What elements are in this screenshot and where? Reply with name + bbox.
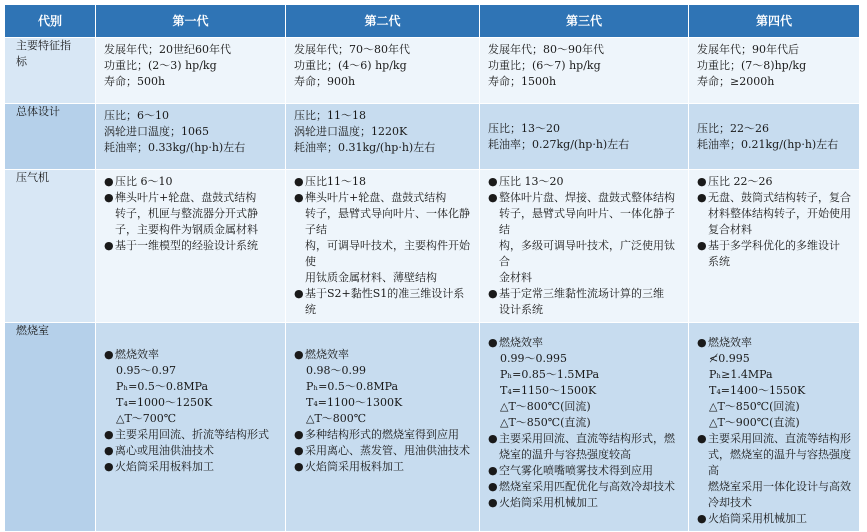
row-overall-design (5, 104, 860, 170)
cell-design-gen3: 压比；13～20 耗油率；0.27kg/(hp·h)左右 (480, 104, 689, 170)
list-item: ●燃烧效率 (697, 336, 752, 349)
list-item: ●基于一维模型的经验设计系统 (104, 239, 258, 252)
cell-design-gen1: 压比；6～10 涡轮进口温度；1065 耗油率；0.33kg/(hp·h)左右 (96, 104, 286, 170)
cell-design-gen4: 压比；22～26 耗油率；0.21kg/(hp·h)左右 (689, 104, 860, 170)
list-item: ●基于多学科优化的多维设计 系统 (697, 239, 840, 268)
cell-compressor-gen1 (96, 170, 286, 323)
list-item: ●榫头叶片+轮盘、盘鼓式结构 转子，机匣与整流器分开式静 子，主要构件为钢质金属材料 (104, 191, 258, 236)
list-item: 冷却技术 (708, 496, 752, 509)
list-item: ●主要采用回流、直流等结构形 式，燃烧室的温升与容热强度高 (697, 432, 851, 477)
cell-features-gen3: 发展年代；80～90年代 功重比；(6～7) hp/kg 寿命；1500h (480, 38, 689, 104)
list-item: ●燃烧效率 (104, 348, 159, 361)
header-row (5, 5, 860, 38)
list-item: ●主要采用回流、折流等结构形式 (104, 428, 269, 441)
cell-features-gen4: 发展年代；90年代后 功重比；(7～8)hp/kg 寿命；≥2000h (689, 38, 860, 104)
list-item: ●火焰筒采用板料加工 (294, 460, 404, 473)
row-compressor (5, 170, 860, 323)
list-item: ●压比 13～20 (488, 175, 564, 188)
list-item: 燃烧室采用一体化设计与高效 (708, 480, 851, 493)
header-category: 代别 (5, 5, 96, 38)
cell-features-gen1: 发展年代；20世纪60年代 功重比；(2～3) hp/kg 寿命；500h (96, 38, 286, 104)
row-label-text: 主要特征指标 (16, 39, 71, 68)
header-gen2: 第二代 (286, 5, 480, 38)
row-label-combustor: 燃烧室 (5, 323, 96, 532)
header-gen1: 第一代 (96, 5, 286, 38)
row-label-main-features (5, 38, 96, 104)
cell-combustor-gen4: ●燃烧效率 ≮0.995 Pₕ≥1.4MPa T₄=1400～1550K △T～850℃(回流) △T～900℃(直流) ●主要采用回流、直流等结构形 式，燃烧室的温升与容热强度高 燃烧室采用一体化设计与高效 冷却技术 ●火焰筒采用机械加工 (689, 323, 860, 532)
list-item: ●压比 6～10 (104, 175, 173, 188)
row-label-overall-design: 总体设计 (5, 104, 96, 170)
cell-combustor-gen3: ●燃烧效率 0.99～0.995 Pₕ=0.85～1.5MPa T₄=1150～1500K △T～800℃(回流) △T～850℃(直流) ●主要采用回流、直流等结构形式，燃 烧室的温升与容热强度较高 ●空气雾化喷嘴喷雾技术得到应用 ●燃烧室采用匹配优化与高效冷却技术 ●火焰筒采用机械加工 (480, 323, 689, 532)
list-item: ●压比11～18 (294, 175, 366, 188)
list-item: ●无盘、鼓筒式结构转子，复合 材料整体结构转子，开始使用 复合材料 (697, 191, 851, 236)
row-combustor (5, 323, 860, 532)
list-item: ●空气雾化喷嘴喷雾技术得到应用 (488, 464, 653, 477)
cell-design-gen2: 压比；11～18 涡轮进口温度；1220K 耗油率；0.31kg/(hp·h)左右 (286, 104, 480, 170)
list-item: ●多种结构形式的燃烧室得到应用 (294, 428, 459, 441)
list-item: ●火焰筒采用机械加工 (697, 512, 807, 525)
generation-comparison-table (4, 4, 860, 532)
list-item: ●榫头叶片+轮盘、盘鼓式结构 转子，悬臂式导向叶片、一体化静子结 构，可调导叶技术，主要构件开始使 用钛质金属材料、薄壁结构 (294, 191, 470, 284)
header-gen3: 第三代 (480, 5, 689, 38)
cell-combustor-gen2: ●燃烧效率 0.98～0.99 Pₕ=0.5～0.8MPa T₄=1100～1300K △T～800℃ ●多种结构形式的燃烧室得到应用 ●采用离心、蒸发管、甩油供油技术 ●火焰筒采用板料加工 (286, 323, 480, 532)
list-item: ●主要采用回流、直流等结构形式，燃 烧室的温升与容热强度较高 (488, 432, 675, 461)
row-main-features (5, 38, 860, 104)
list-item: ●基于定常三维黏性流场计算的三维 设计系统 (488, 287, 664, 316)
list-item: ●燃烧效率 (294, 348, 349, 361)
cell-compressor-gen3 (480, 170, 689, 323)
list-item: ●采用离心、蒸发管、甩油供油技术 (294, 444, 470, 457)
list-item: ●火焰筒采用机械加工 (488, 496, 598, 509)
cell-features-gen2: 发展年代；70～80年代 功重比；(4～6) hp/kg 寿命；900h (286, 38, 480, 104)
row-label-compressor: 压气机 (5, 170, 96, 323)
list-item: ●基于S2+黏性S1的准三维设计系统 (294, 287, 465, 316)
cell-compressor-gen2 (286, 170, 480, 323)
list-item: ●整体叶片盘、焊接、盘鼓式整体结构 转子，悬臂式导向叶片、一体化静子结 构，多级可调导叶技术，广泛使用钛合 金材料 (488, 191, 675, 284)
list-item: ●燃烧室采用匹配优化与高效冷却技术 (488, 480, 675, 493)
list-item: ●燃烧效率 (488, 336, 543, 349)
header-gen4: 第四代 (689, 5, 860, 38)
list-item: ●离心或甩油供油技术 (104, 444, 214, 457)
cell-compressor-gen4 (689, 170, 860, 323)
cell-combustor-gen1: ●燃烧效率 0.95～0.97 Pₕ=0.5～0.8MPa T₄=1000～1250K △T～700℃ ●主要采用回流、折流等结构形式 ●离心或甩油供油技术 ●火焰筒采用板料加工 (96, 323, 286, 532)
list-item: ●压比 22～26 (697, 175, 773, 188)
list-item: ●火焰筒采用板料加工 (104, 460, 214, 473)
